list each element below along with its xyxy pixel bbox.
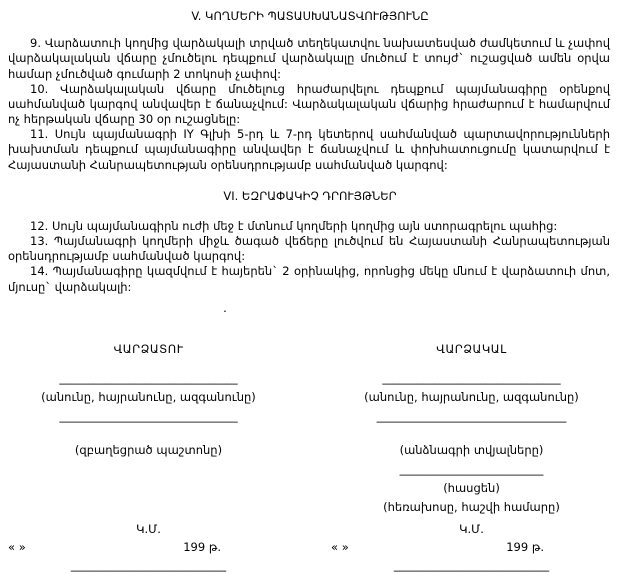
lessee-date-prefix: « » <box>331 540 349 555</box>
signature-block-lessee <box>329 342 614 519</box>
lessee-phone-caption: (հեռախոսը, հաշվի համարը) <box>383 500 560 515</box>
paragraph-14: 14. Պայմանագիրը կազմվում է հայերեն` 2 օրինակից, որոնցից մեկը մնում է վարձատուի մոտ, մյուսը` վարձակալի: <box>8 264 610 294</box>
section-6-title: VI. ԵԶՐԱՓԱԿԻՉ ԴՐՈՒՅԹՆԵՐ <box>223 188 397 203</box>
section-5-title: V. ԿՈՂՄԵՐԻ ՊԱՏԱՍԽԱՆԱՏՎՈՒԹՅՈՒՆԸ <box>191 9 429 23</box>
lessee-passport-line: _________________________________ <box>376 409 567 424</box>
lessor-date-prefix: « » <box>8 540 26 555</box>
lessee-date <box>329 540 614 555</box>
lessee-address-caption: (հասցեն) <box>443 480 500 495</box>
section-6-body <box>0 206 620 295</box>
lessor-heading: ՎԱՐՁԱՏՈՒ <box>113 341 184 356</box>
paragraph-12: 12. Սույն պայմանագիրն ուժի մեջ է մտնում կողմերի կողմից այն ստորագրելու պահից: <box>30 218 558 233</box>
lessee-heading: ՎԱՐՁԱԿԱԼ <box>436 341 507 356</box>
lessor-position-line: _______________________________ <box>59 409 238 424</box>
lessee-signature-line: ___________________________ <box>393 557 550 572</box>
lessee-address-line: _________________________ <box>399 461 544 476</box>
section-5-body <box>0 24 620 173</box>
signature-block-lessor <box>6 342 291 519</box>
bottom-rule-row <box>0 558 620 573</box>
lessee-name-caption: (անունը, հայրանունը, ազգանունը) <box>364 390 579 405</box>
lessor-date-year: 199 թ. <box>183 540 221 555</box>
paragraph-11: 11. Սույն պայմանագրի IY Գլխի 5-րդ և 7-րդ կետերով սահմանված պարտավորությունների խախտման դեպքում պայմանագիրը անվավեր է ճանաչվում և փոխհատուցումը կատարվում է Հայաստանի Հանրապետության օրենսդրությամբ սահմանված կարգով: <box>8 127 610 172</box>
lessor-stamp: Կ.Մ. <box>136 522 161 537</box>
lessee-passport-caption: (անձնագրի տվյալները) <box>399 442 544 457</box>
stamp-row <box>0 522 620 537</box>
lessor-signature-line: ___________________________ <box>70 557 227 572</box>
paragraph-9: 9. Վարձատուի կողմից վարձակալի տրված տեղեկատվու նախատեսված ժամկետում և չափով վարձակալական վճարը չմուծելու դեպքում վարձակալը մուծում է տույժ` ուշացված ամեն օրվա համար չմուծված գումարի 2 տոկոսի չափով: <box>8 36 610 81</box>
signature-area <box>0 342 620 519</box>
lessor-name-caption: (անունը, հայրանունը, ազգանունը) <box>41 390 256 405</box>
paragraph-10: 10. Վարձակալական վճարը մուծելուց հրաժարվելու դեպքում պայմանագիրը օրենքով սահմանված կարգով անվավեր է ճանաչվում: Վարձակալական վճարից հրաժարում է համարվում ոչ հերթական վճարը 30 օր ուշացնելը: <box>8 81 610 127</box>
lessor-name-line: _______________________________ <box>59 371 238 386</box>
lessor-position-caption: (զբաղեցրած պաշտոնը) <box>74 442 223 457</box>
lessor-date <box>6 540 291 555</box>
lessee-stamp: Կ.Մ. <box>459 522 484 537</box>
stray-dot-mark: . <box>223 300 227 315</box>
date-row <box>0 540 620 555</box>
paragraph-13: 13. Պայմանագրի կողմերի միջև ծագած վեճերը լուծվում են Հայաստանի Հանրապետության օրենսդրությամբ սահմանված կարգով: <box>8 234 610 264</box>
lessee-date-year: 199 թ. <box>506 540 544 555</box>
lessee-name-line: _______________________________ <box>382 371 561 386</box>
